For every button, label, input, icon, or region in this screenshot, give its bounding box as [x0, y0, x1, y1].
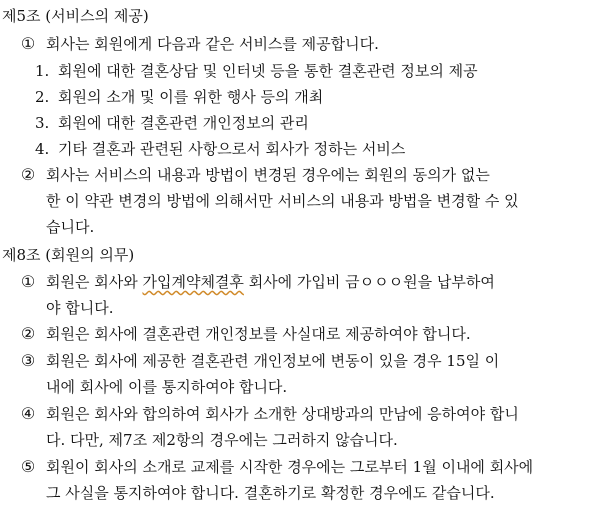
article8-item1-post: 회사에 가입비 금ㅇㅇㅇ원을 납부하여	[243, 273, 495, 291]
article8-item5-line: 회원이 회사의 소개로 교제를 시작한 경우에는 그로부터 1월 이내에 회사에	[46, 458, 534, 476]
article5-heading: 제5조 (서비스의 제공)	[2, 7, 149, 25]
article5-subitem-marker: 4.	[35, 140, 50, 158]
article8-item5-marker: ⑤	[20, 457, 36, 476]
article5-subitem-text: 회원에 대한 결혼상담 및 인터넷 등을 통한 결혼관련 정보의 제공	[58, 62, 478, 80]
article5-item2-line: 습니다.	[46, 218, 95, 236]
article5-item1-text: 회사는 회원에게 다음과 같은 서비스를 제공합니다.	[46, 35, 379, 53]
article8-item1-line2: 야 합니다.	[46, 299, 114, 317]
article5-item2-marker: ②	[20, 165, 36, 184]
article8-item2-line: 회원은 회사에 결혼관련 개인정보를 사실대로 제공하여야 합니다.	[46, 325, 471, 343]
article5-item2-line: 한 이 약관 변경의 방법에 의해서만 서비스의 내용과 방법을 변경할 수 있	[46, 192, 519, 210]
article8-item5-line: 그 사실을 통지하여야 합니다. 결혼하기로 확정한 경우에도 같습니다.	[46, 484, 495, 502]
article8-item3-line: 회원은 회사에 제공한 결혼관련 개인정보에 변동이 있을 경우 15일 이	[46, 352, 500, 370]
article8-item1-marker: ①	[20, 272, 36, 291]
article8-item1-pre: 회원은 회사와	[46, 273, 143, 291]
article8-item1-line1	[46, 272, 495, 292]
article8-heading: 제8조 (회원의 의무)	[2, 246, 135, 264]
article8-item3-line: 내에 회사에 이를 통지하여야 합니다.	[46, 378, 288, 396]
article5-item1-marker: ①	[20, 34, 36, 53]
article5-item2-line: 회사는 서비스의 내용과 방법이 변경된 경우에는 회원의 동의가 없는	[46, 166, 490, 184]
article5-subitem-marker: 2.	[35, 88, 50, 106]
article8-item2-marker: ②	[20, 324, 36, 343]
article8-item3-marker: ③	[20, 351, 36, 370]
article5-subitem-text: 회원에 대한 결혼관련 개인정보의 관리	[58, 114, 309, 132]
article8-item4-line: 다. 다만, 제7조 제2항의 경우에는 그러하지 않습니다.	[46, 431, 398, 449]
article5-subitem-text: 회원의 소개 및 이를 위한 행사 등의 개최	[58, 88, 324, 106]
article8-item1-underlined-term: 가입계약체결후	[142, 273, 244, 291]
article8-item4-line: 회원은 회사와 합의하여 회사가 소개한 상대방과의 만남에 응하여야 합니	[46, 405, 519, 423]
article5-subitem-marker: 3.	[35, 114, 50, 132]
article8-item4-marker: ④	[20, 404, 36, 423]
article5-subitem-marker: 1.	[35, 62, 50, 80]
article5-subitem-text: 기타 결혼과 관련된 사항으로서 회사가 정하는 서비스	[58, 140, 406, 158]
